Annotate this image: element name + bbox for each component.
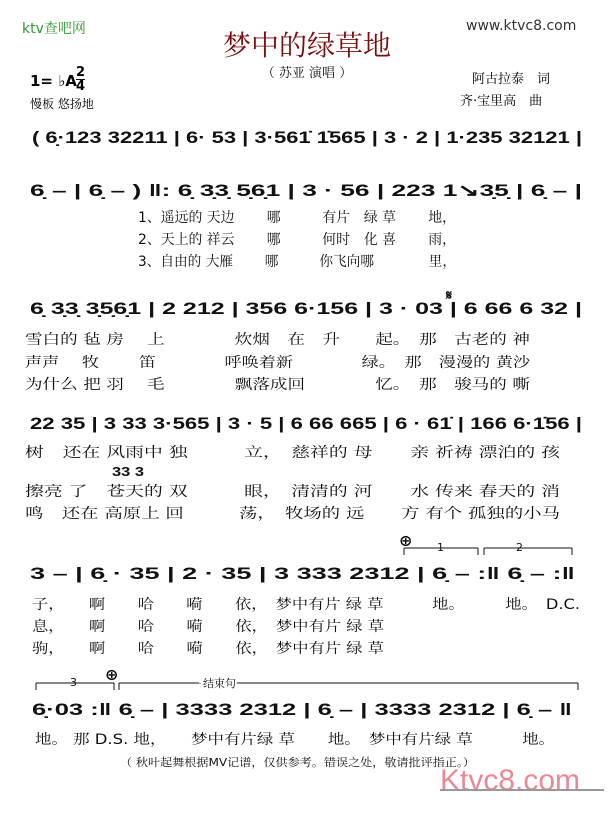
volta-number-3: 3 bbox=[70, 676, 77, 689]
lyric-line: 驹， 啊 哈 嗬 依， 梦中有片 绿 草 bbox=[32, 641, 335, 657]
lyric-line: 雪白的 毡 房 上 炊烟 在 升 起。 那 古老的 神 bbox=[25, 332, 428, 348]
composer-credit: 齐·宝里高 曲 bbox=[460, 94, 543, 109]
time-top: 2 bbox=[76, 65, 86, 80]
volta-number-2: 2 bbox=[516, 541, 523, 554]
lyric-line: 地。 那 D.S. 地， 梦中有片绿 草 地。 梦中有片绿 草 地。 bbox=[35, 732, 478, 748]
notation-row-5: 3 – | 6̣ · 35 | 2 · 35 | 3 333 2312 | 6̣ – :‖ 6̣ – :‖ bbox=[30, 564, 575, 583]
lyric-line: 2、天上的 祥云 哪 何时 化 喜 雨， bbox=[138, 232, 459, 248]
key-signature: 1= ♭A bbox=[30, 72, 77, 90]
lyric-line: 息， 啊 哈 嗬 依， 梦中有片 绿 草 bbox=[32, 619, 335, 635]
song-title: 梦中的绿草地 bbox=[222, 29, 391, 62]
time-bottom: 4 bbox=[76, 79, 86, 94]
lyric-line: 擦亮 了 苍天的 双 眼， 清清的 河 水 传来 春天的 消 bbox=[25, 484, 423, 500]
footnote: （ 秋叶起舞根据MV记谱，仅供参考。错误之处，敬请批评指正。） bbox=[120, 756, 444, 769]
lyric-line: 声声 牧 笛 呼唤着新 绿。 那 漫漫的 黄沙 bbox=[25, 355, 438, 371]
lyric-line: 为什么 把 羽 毛 飘落成回 忆。 那 骏马的 嘶 bbox=[25, 377, 428, 393]
watermark-logo: Ktvc8.com bbox=[440, 764, 580, 797]
lyric-line: 子， 啊 哈 嗬 依， 梦中有片 绿 草 地。 地。 D.C. bbox=[32, 597, 505, 613]
lyric-line: 3、自由的 大雁 哪 你飞向哪 里， bbox=[138, 254, 464, 270]
lyric-line: 鸣 还在 高原上 回 荡， 牧场的 远 方 有个 孤独的小马 bbox=[25, 506, 433, 522]
lyric-line: 树 还在 风雨中 独 立， 慈祥的 母 亲 祈祷 漂泊的 孩 bbox=[25, 445, 423, 461]
coda-icon: ⊕ bbox=[399, 531, 413, 550]
tempo-marking: 慢板 悠扬地 bbox=[30, 97, 94, 111]
lyric-line: 1、遥远的 天边 哪 有片 绿 草 地， bbox=[138, 210, 459, 226]
website-url[interactable]: www.ktvc8.com bbox=[466, 18, 577, 34]
notation-row-4: 22 35 | 3 33 3·565 | 3 · 5 | 6 66 665 | 6 · 61̇ | 166 6·1̇56 | bbox=[30, 414, 582, 433]
ending-label: 结束句 bbox=[203, 677, 236, 690]
notation-row-2: 6̣ – | 6̣ – ) ‖: 6̣ 3̣3̣ 5̣6̣1 | 3 · 56 | 223 1↘3̣5̣ | 6̣ – | bbox=[30, 181, 582, 200]
site-logo[interactable]: ktv查吧网 bbox=[22, 21, 86, 37]
notation-row-1: ( 6̣·123 32211 | 6· 53 | 3·561̇ 1̇565 | 3 · 2 | 1·235 32121 | bbox=[32, 128, 582, 147]
singer-credit: （ 苏亚 演唱 ） bbox=[261, 66, 353, 81]
volta-number-1: 1 bbox=[437, 541, 444, 554]
lyricist-credit: 阿古拉泰 词 bbox=[472, 72, 551, 87]
notation-row-6: 6̣·03 :‖ 6̣ – | 3333 2312 | 6̣ – | 3333 2312 | 6̣ – ‖ bbox=[32, 700, 572, 719]
segno-icon: 𝄋 bbox=[446, 288, 453, 304]
notation-row-3: 6̣ 3̣3̣ 3̣5̣6̣1 | 2 212 | 356 6·156 | 3 · 03 | 6 66 6 32 | bbox=[30, 299, 582, 318]
coda-icon: ⊕ bbox=[105, 665, 119, 684]
alternate-notes: 33 3 bbox=[112, 464, 144, 479]
